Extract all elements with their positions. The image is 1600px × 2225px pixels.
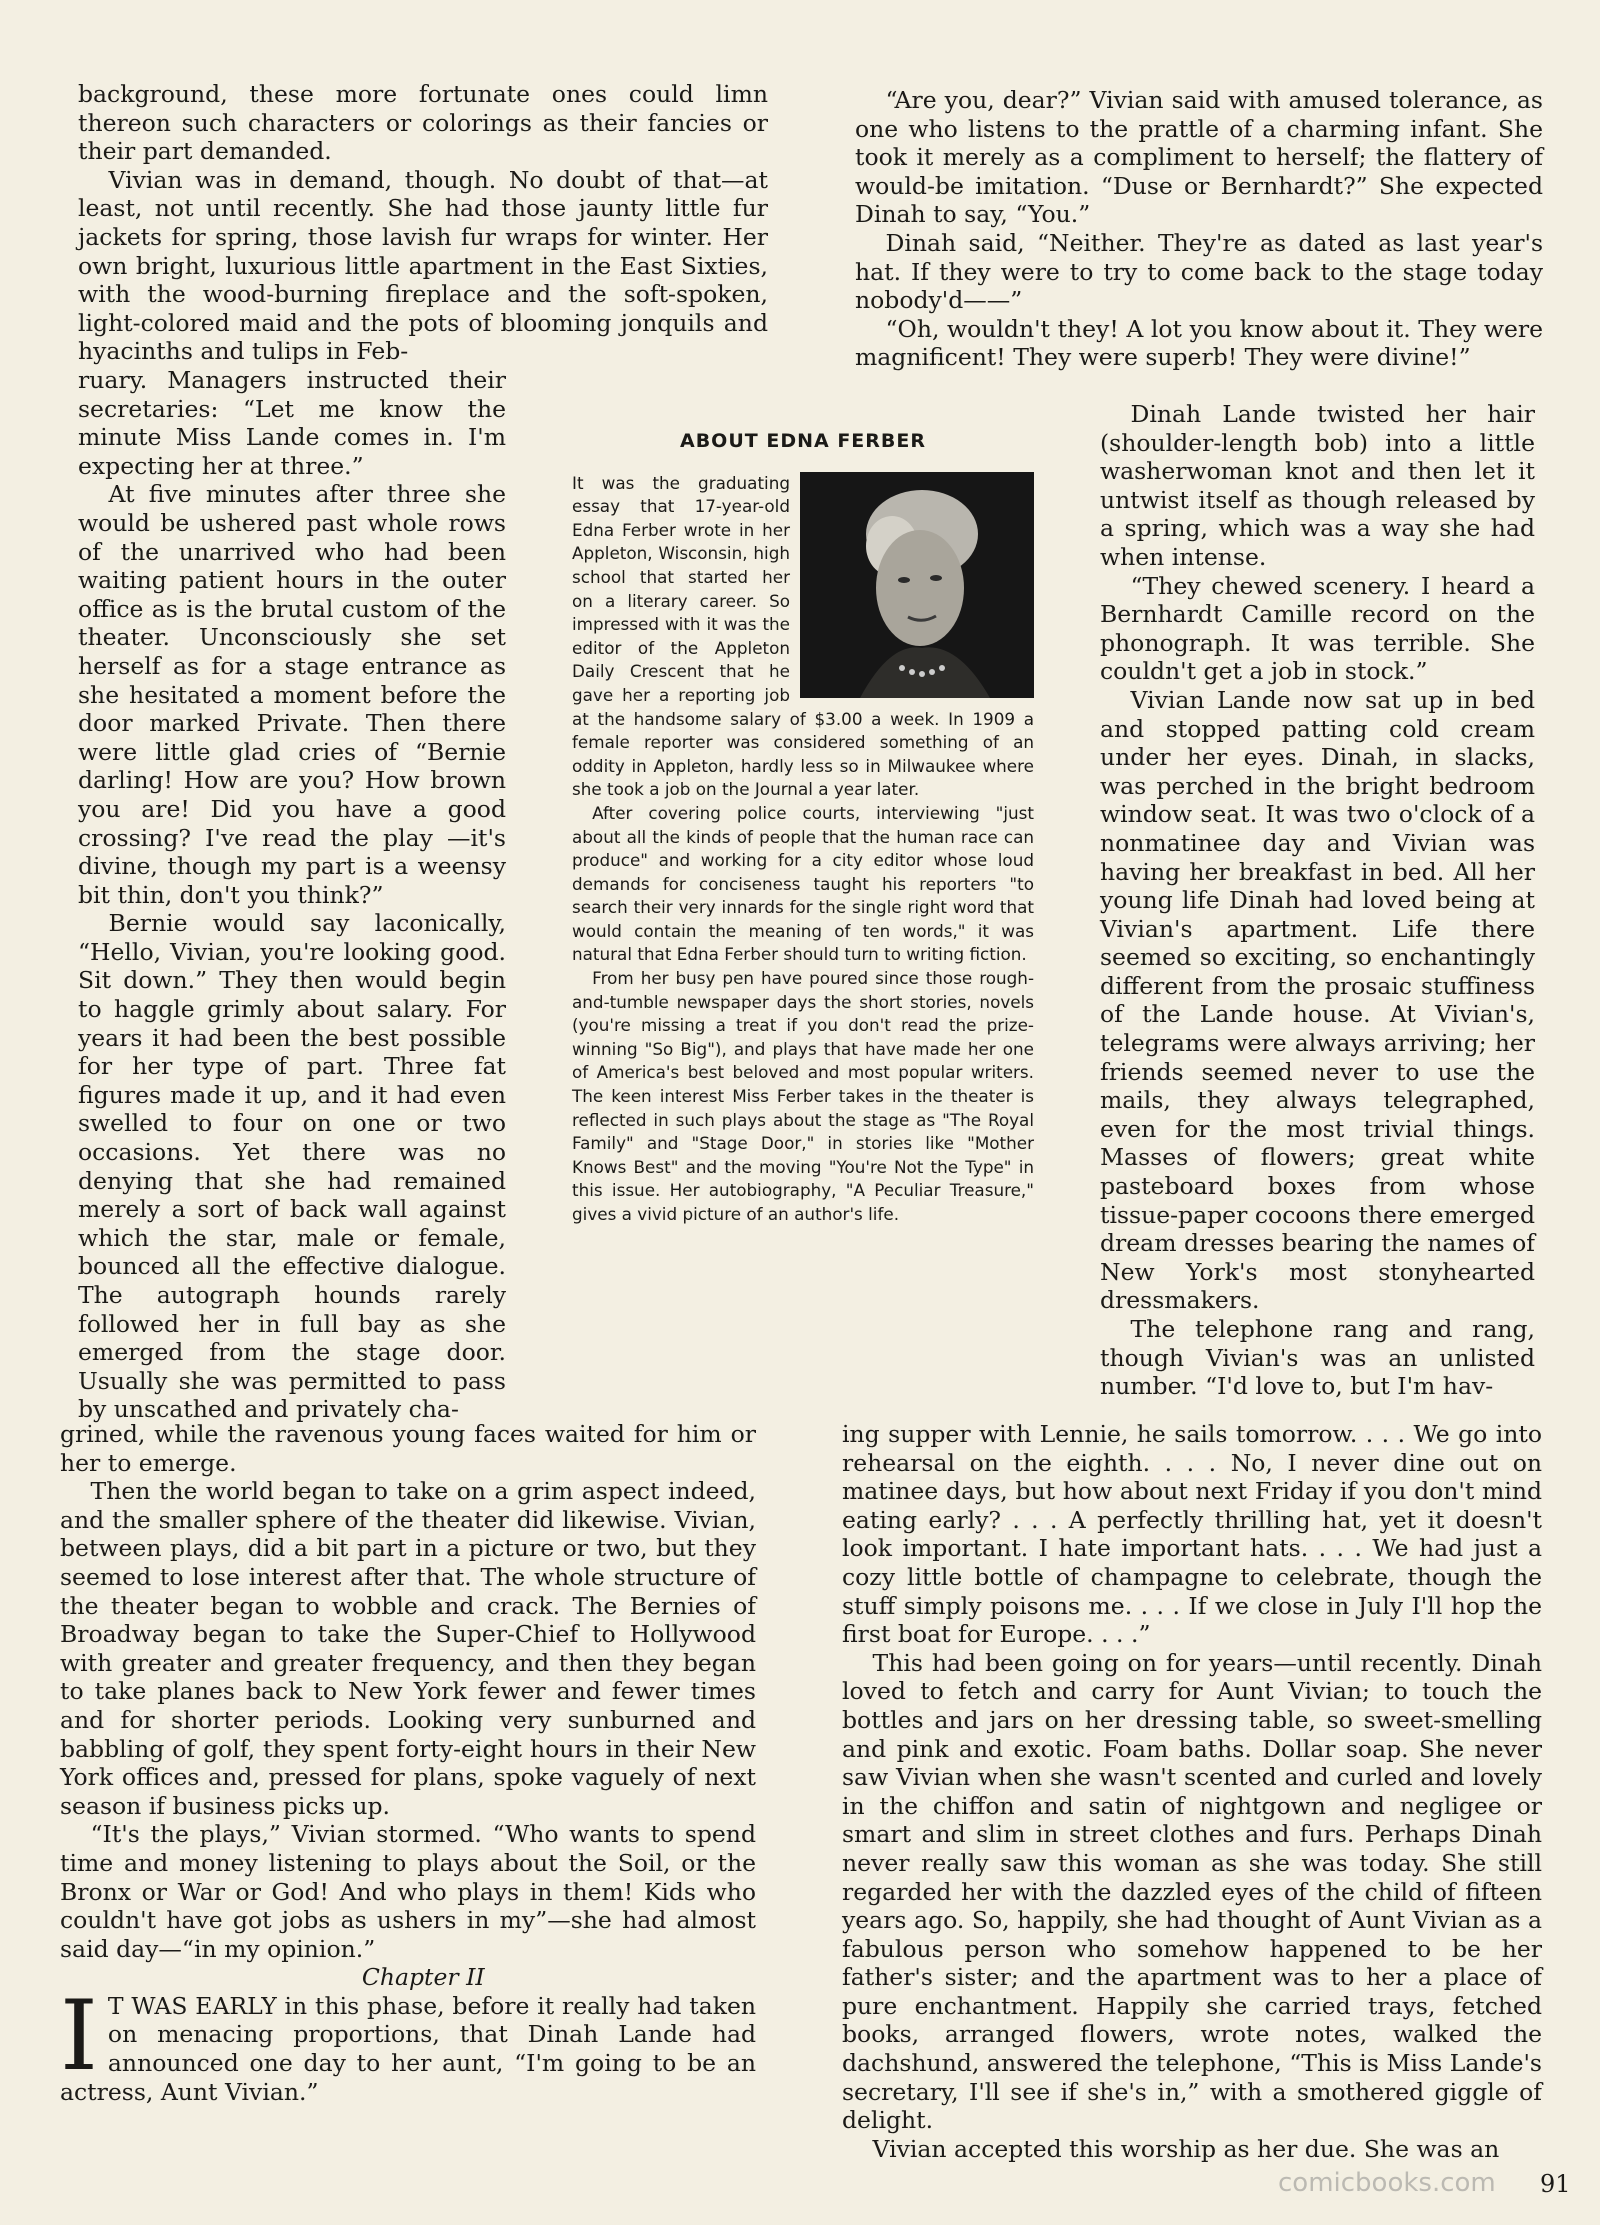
paragraph: Dinah said, “Neither. They're as dated as last year's hat. If they were to try to come back to the stage today nobody'd——” bbox=[855, 228, 1543, 315]
paragraph: “They chewed scenery. I heard a Bernhardt Camille record on the phonograph. It was terrible. She couldn't get a job in stock.” bbox=[1100, 571, 1535, 686]
paragraph: This had been going on for years—until recently. Dinah loved to fetch and carry for Aunt Vivian; to touch the bottles and jars on her dressing table, so sweet-smelling and pink and exotic. Foam baths. Dollar soap. She never saw Vivian when she wasn't scented and curled and lovely in the chiffon and satin of nightgown and negligee or smart and slim in street clothes and furs. Perhaps Dinah never really saw this woman as she was today. She still regarded her with the dazzled eyes of the child of fifteen years ago. So, happily, she had thought of Aunt Vivian as a fabulous person who somehow happened to be her father's sister; and the apartment was to her a place of pure enchantment. Happily she carried trays, fetched books, arranged flowers, wrote notes, walked the dachshund, answered the telephone, “This is Miss Lande's secretary, I'll see if she's in,” with a smothered giggle of delight. bbox=[842, 1648, 1542, 2135]
paragraph: “Oh, wouldn't they! A lot you know about it. They were magnificent! They were superb! They were divine!” bbox=[855, 314, 1543, 372]
right-column-top bbox=[855, 86, 1543, 372]
paragraph: ruary. Managers instructed their secretaries: “Let me know the minute Miss Lande comes in. I'm expecting her at three.” bbox=[78, 366, 506, 480]
sidebar-paragraph: From her busy pen have poured since those rough-and-tumble newspaper days the short stories, novels (you're missing a treat if you don't read the prize-winning "So Big"), and plays that have made her one of America's best beloved and most popular writers. The keen interest Miss Ferber takes in the theater is reflected in such plays about the stage as "The Royal Family" and "Stage Door," in stories like "Mother Knows Best" and the moving "You're Not the Type" in this issue. Her autobiography, "A Peculiar Treasure," gives a vivid picture of an author's life. bbox=[572, 968, 1034, 1224]
left-column-wrap bbox=[78, 366, 506, 1424]
sidebar-paragraph: It was the graduating essay that 17-year-old Edna Ferber wrote in her Appleton, Wisconsin, high school that started her on a literary career. So impressed with it was the editor of the Appleton Daily Crescent that he gave her a reporting job at the handsome salary of $3.00 a week. In 1909 a female reporter was considered something of an oddity in Appleton, hardly less so in Milwaukee where she took a job on the Journal a year later. bbox=[572, 472, 1034, 800]
paragraph: Vivian accepted this worship as her due. She was an bbox=[872, 2134, 1500, 2163]
about-author-sidebar bbox=[572, 430, 1034, 1227]
sidebar-paragraph: After covering police courts, interviewing "just about all the kinds of people that the human race can produce" and working for a city editor whose loud demands for conciseness taught his reporters "to search their very innards for the single right word that would contain the meaning of ten words," it was natural that Edna Ferber should turn to writing fiction. bbox=[572, 802, 1034, 965]
paragraph: “Are you, dear?” Vivian said with amused tolerance, as one who listens to the prattle of a charming infant. She took it merely as a compliment to herself; the flattery of would-be imitation. “Duse or Bernhardt?” She expected Dinah to say, “You.” bbox=[855, 86, 1543, 229]
paragraph: grined, while the ravenous young faces waited for him or her to emerge. bbox=[60, 1420, 756, 1477]
chapter-heading: Chapter II bbox=[361, 1963, 485, 1992]
left-column-top bbox=[78, 80, 768, 366]
author-photo bbox=[800, 472, 1034, 698]
chapter-opening-text: T WAS EARLY in this phase, before it really had taken on menacing proportions, that Dinah Lande had announced one day to her aunt, “I'm going to be an actress, Aunt Vivian.” bbox=[60, 1991, 756, 2106]
left-column-bottom bbox=[60, 1420, 756, 2106]
paragraph: Vivian Lande now sat up in bed and stopped patting cold cream under her eyes. Dinah, in slacks, was perched in the bright bedroom window seat. It was two o'clock of a nonmatinee day and Vivian was having her breakfast in bed. All her young life Dinah had loved being at Vivian's apartment. Life there seemed so exciting, so enchantingly different from the prosaic stuffiness of the Lande house. At Vivian's, telegrams were always arriving; her friends seemed never to use the mails, they always telegraphed, even for the most trivial things. Masses of flowers; great white pasteboard boxes from whose tissue-paper cocoons there emerged dream dresses bearing the names of New York's most stonyhearted dressmakers. bbox=[1100, 685, 1535, 1315]
right-column-bottom bbox=[842, 1420, 1542, 2163]
page-number: 91 bbox=[1540, 2170, 1571, 2198]
paragraph: ing supper with Lennie, he sails tomorrow. . . . We go into rehearsal on the eighth. . . . No, I never dine out on matinee days, but how about next Friday if you don't mind eating early? . . . A perfectly thrilling hat, yet it doesn't look important. I hate important hats. . . . We had just a cozy little bottle of champagne to celebrate, though the stuff simply poisons me. . . . If we close in July I'll hop the first boat for Europe. . . .” bbox=[842, 1420, 1542, 1649]
paragraph: Bernie would say laconically, “Hello, Vivian, you're looking good. Sit down.” They then would begin to haggle grimly about salary. For years it had been the best possible for her type of part. Three fat figures made it up, and it had even swelled to four on one or two occasions. Yet there was no denying that she had remained merely a sort of back wall against which the star, male or female, bounced all the effective dialogue. The autograph hounds rarely followed her in full bay as she emerged from the stage door. Usually she was permitted to pass by unscathed and privately cha- bbox=[78, 909, 506, 1424]
right-column-wrap bbox=[1100, 400, 1535, 1401]
drop-cap: I bbox=[60, 1979, 98, 2092]
paragraph: “It's the plays,” Vivian stormed. “Who wants to spend time and money listening to plays about the Soil, or the Bronx or War or God! And who plays in them! Kids who couldn't have got jobs as ushers in my”—she had almost said day—“in my opinion.” bbox=[60, 1820, 756, 1963]
paragraph: Then the world began to take on a grim aspect indeed, and the smaller sphere of the theater did likewise. Vivian, between plays, did a bit part in a picture or two, but they seemed to lose interest after that. The whole structure of the theater began to wobble and crack. The Bernies of Broadway began to take the Super-Chief to Hollywood with greater and greater frequency, and then they began to take planes back to New York fewer and fewer times and for shorter periods. Looking very sunburned and babbling of golf, they spent forty-eight hours in their New York offices and, pressed for plans, spoke vaguely of next season if business picks up. bbox=[60, 1477, 756, 1820]
chapter-opening-paragraph bbox=[60, 1979, 756, 2106]
sidebar-title: ABOUT EDNA FERBER bbox=[680, 430, 926, 452]
paragraph: Vivian was in demand, though. No doubt of that—at least, not until recently. She had those jaunty little fur jackets for spring, those lavish fur wraps for winter. Her own bright, luxurious little apartment in the East Sixties, with the wood-burning fireplace and the soft-spoken, light-colored maid and the pots of blooming jonquils and hyacinths and tulips in Feb- bbox=[78, 165, 768, 366]
paragraph: The telephone rang and rang, though Vivian's was an unlisted number. “I'd love to, but I'm hav- bbox=[1100, 1315, 1535, 1401]
paragraph: background, these more fortunate ones could limn thereon such characters or colorings as their fancies or their part demanded. bbox=[78, 80, 768, 166]
watermark: comicbooks.com bbox=[1278, 2168, 1496, 2198]
paragraph: At five minutes after three she would be ushered past whole rows of the unarrived who had been waiting patient hours in the outer office as is the brutal custom of the theater. Unconsciously she set herself as for a stage entrance as she hesitated a moment before the door marked Private. Then there were little glad cries of “Bernie darling! How are you? How brown you are! Did you have a good crossing? I've read the play —it's divine, though my part is a weensy bit thin, don't you think?” bbox=[78, 480, 506, 909]
paragraph: Dinah Lande twisted her hair (shoulder-length bob) into a little washerwoman knot and then let it untwist itself as though released by a spring, which was a way she had when intense. bbox=[1100, 400, 1535, 571]
